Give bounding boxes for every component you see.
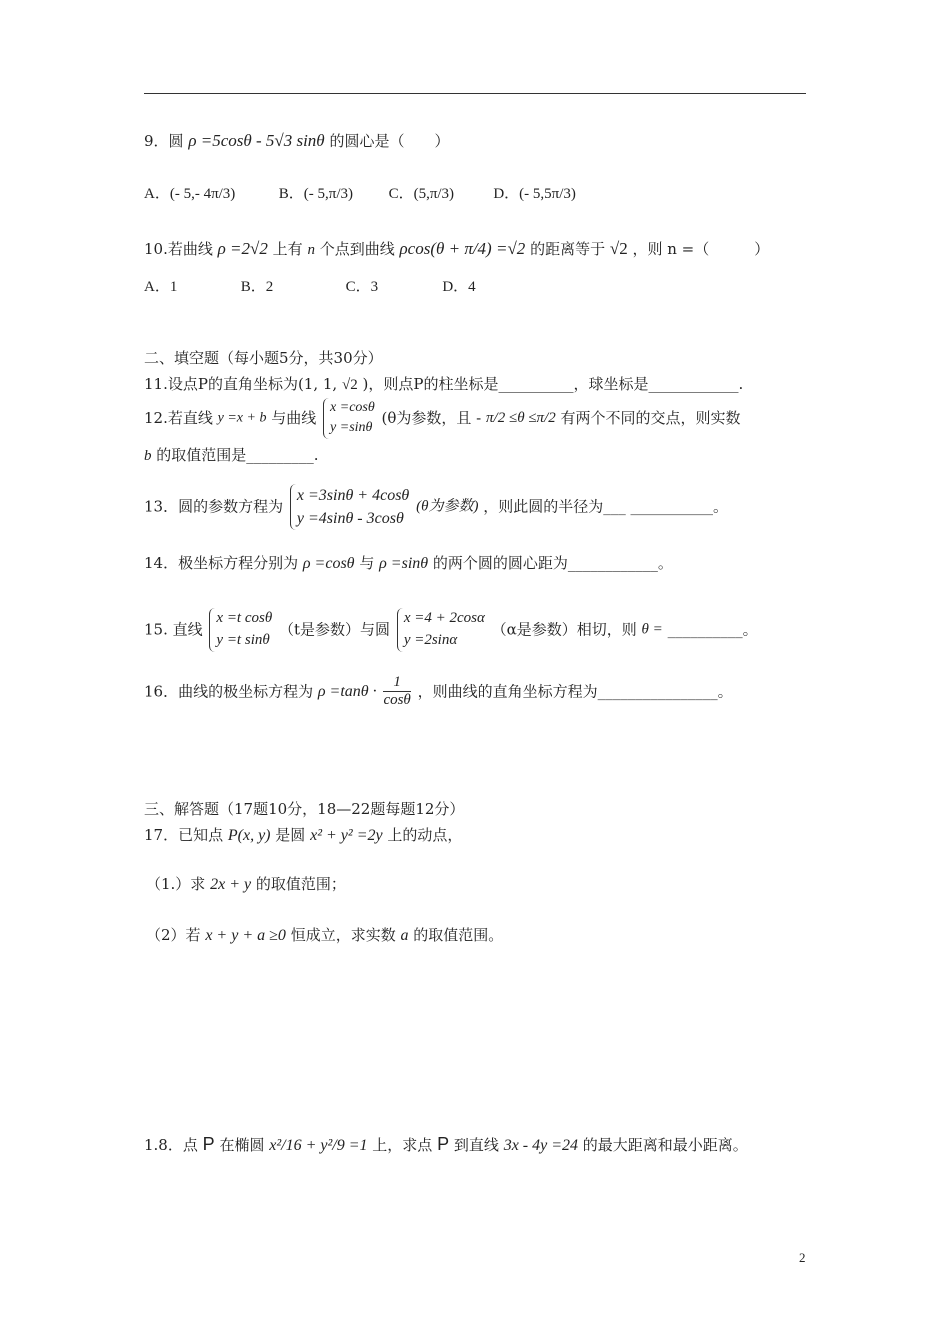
q16-fraction bbox=[383, 674, 410, 710]
q12-sys-y: y =sinθ bbox=[330, 420, 373, 436]
q16-frac-num: 1 bbox=[383, 674, 410, 692]
q9-options bbox=[144, 186, 576, 202]
q17-p2-end: 的取值范围。 bbox=[413, 926, 504, 944]
q17-part-2 bbox=[146, 928, 503, 944]
q17-p1-expr: 2x + y bbox=[210, 876, 252, 893]
q17-p2-var: a bbox=[400, 927, 409, 944]
q9-option-c: C．(5,π/3) bbox=[388, 186, 455, 202]
q12-range: π/2 ≤θ ≤π/2 bbox=[486, 409, 556, 426]
q9-option-d: D．(- 5,5π/3) bbox=[493, 186, 576, 202]
q14-eq1: ρ =cosθ bbox=[302, 555, 355, 572]
question-9 bbox=[144, 132, 449, 149]
q11-sqrt: √2 bbox=[341, 377, 358, 393]
q9-number: 9．圆 bbox=[144, 132, 184, 150]
q10-dist: √2 bbox=[609, 239, 628, 258]
q13-param: (θ为参数) bbox=[416, 498, 479, 515]
q9-expression: ρ =5cosθ - 5√3 sinθ bbox=[188, 131, 325, 150]
q10-options bbox=[144, 279, 476, 295]
q10-start: 10.若曲线 bbox=[144, 240, 213, 258]
q17-mid: 是圆 bbox=[275, 826, 306, 844]
q18-end: 的最大距离和最小距离。 bbox=[582, 1136, 748, 1154]
q14-eq2: ρ =sinθ bbox=[379, 555, 429, 572]
q18-ellipse: x²/16 + y²/9 =1 bbox=[269, 1137, 368, 1154]
q17-p2-expr: x + y + a ≥0 bbox=[205, 927, 286, 944]
q12-sys-x: x =cosθ bbox=[330, 400, 375, 415]
q15-sys1-x: x =t cosθ bbox=[216, 610, 273, 626]
q9-option-a: A．(- 5,- 4π/3) bbox=[144, 186, 236, 202]
q17-p1-end: 的取值范围； bbox=[255, 875, 346, 893]
q17-circle: x² + y² =2y bbox=[310, 827, 383, 844]
q10-option-a: A．1 bbox=[144, 279, 178, 295]
q18-point-2: P bbox=[437, 1134, 450, 1154]
q10-mid2: 个点到曲线 bbox=[319, 240, 395, 258]
q12-line: y =x + b bbox=[217, 410, 267, 426]
q12-system bbox=[323, 398, 375, 439]
question-14 bbox=[144, 556, 673, 572]
q11-start: 11.设点P的直角坐标为(1, 1, bbox=[144, 375, 338, 393]
q9-stem-end: 的圆心是（ ） bbox=[329, 132, 450, 150]
question-15 bbox=[144, 608, 758, 652]
q17-p2-mid: 恒成立，求实数 bbox=[290, 926, 396, 944]
page-number: 2 bbox=[799, 1250, 806, 1265]
q15-sys1-y: y =t sinθ bbox=[216, 631, 270, 648]
q13-end: ，则此圆的半径为___ ___________。 bbox=[483, 497, 728, 516]
q10-mid1: 上有 bbox=[272, 240, 303, 258]
section-2-heading: 二、填空题（每小题5分，共30分） bbox=[144, 349, 383, 367]
q17-p2-start: （2）若 bbox=[146, 926, 201, 944]
q16-frac-den: cosθ bbox=[383, 692, 411, 709]
q13-start: 13．圆的参数方程为 bbox=[144, 497, 284, 516]
q17-start: 17．已知点 bbox=[144, 826, 224, 844]
q10-mid3: 的距离等于 bbox=[530, 240, 606, 258]
q15-sys2-x: x =4 + 2cosα bbox=[403, 610, 485, 626]
question-11 bbox=[144, 377, 743, 393]
q12-start: 12.若直线 bbox=[144, 408, 213, 427]
q16-start: 16．曲线的极坐标方程为 bbox=[144, 682, 314, 701]
q14-mid: 与 bbox=[359, 554, 375, 572]
q17-part-1 bbox=[146, 877, 346, 893]
q15-sys2-y: y =2sinα bbox=[403, 631, 458, 648]
q12-line2-end: 的取值范围是_________. bbox=[156, 446, 319, 464]
q11-end: )，则点P的柱坐标是__________，球坐标是____________. bbox=[362, 375, 744, 393]
question-17 bbox=[144, 828, 462, 844]
q15-line-system bbox=[209, 608, 272, 652]
q15-mid: （t是参数）与圆 bbox=[279, 620, 391, 639]
q12-line2 bbox=[144, 448, 319, 464]
q18-point-1: P bbox=[202, 1134, 215, 1154]
question-13 bbox=[144, 484, 728, 530]
q12-param: (θ为参数，且 - bbox=[381, 408, 482, 427]
q10-end: ，则 n =（ ） bbox=[632, 240, 770, 258]
q15-theta: θ = bbox=[641, 621, 663, 638]
q17-end: 上的动点， bbox=[387, 826, 463, 844]
question-16 bbox=[144, 674, 733, 710]
q10-curve1: ρ =2√2 bbox=[217, 239, 268, 258]
q17-p1-start: （1.）求 bbox=[146, 875, 206, 893]
question-12 bbox=[144, 398, 741, 439]
q15-alpha: （α是参数）相切，则 bbox=[491, 620, 637, 639]
q18-mid3: 到直线 bbox=[453, 1136, 499, 1154]
q16-expr: ρ =tanθ · bbox=[317, 682, 377, 700]
q18-mid2: 上，求点 bbox=[372, 1136, 433, 1154]
q12-b: b bbox=[144, 448, 152, 464]
q14-end: 的两个圆的圆心距为____________。 bbox=[432, 554, 673, 572]
q12-end: 有两个不同的交点，则实数 bbox=[560, 408, 741, 427]
question-18 bbox=[144, 1135, 748, 1154]
q15-start: 15. 直线 bbox=[144, 620, 203, 639]
q17-point: P(x, y) bbox=[227, 827, 271, 844]
q15-circle-system bbox=[397, 608, 485, 652]
q18-line: 3x - 4y =24 bbox=[503, 1137, 579, 1154]
q10-curve2: ρcos(θ + π/4) =√2 bbox=[399, 239, 526, 258]
q10-n: n bbox=[307, 242, 315, 258]
q9-option-b: B．(- 5,π/3) bbox=[278, 186, 354, 202]
q10-option-b: B．2 bbox=[240, 279, 274, 295]
q13-sys-y: y =4sinθ - 3cosθ bbox=[296, 510, 404, 528]
q16-end: ，则曲线的直角坐标方程为________________。 bbox=[417, 682, 733, 701]
q13-sys-x: x =3sinθ + 4cosθ bbox=[296, 487, 410, 504]
q12-mid: 与曲线 bbox=[271, 408, 317, 427]
q18-start: 1.8．点 bbox=[144, 1136, 198, 1154]
q15-end: __________。 bbox=[667, 620, 758, 639]
section-3-heading: 三、解答题（17题10分，18—22题每题12分） bbox=[144, 800, 465, 818]
header-rule bbox=[144, 93, 806, 94]
q14-start: 14．极坐标方程分别为 bbox=[144, 554, 299, 572]
q18-mid1: 在椭圆 bbox=[219, 1136, 265, 1154]
q10-option-c: C．3 bbox=[345, 279, 379, 295]
question-10 bbox=[144, 240, 769, 258]
q13-system bbox=[290, 484, 409, 530]
q10-option-d: D．4 bbox=[442, 279, 476, 295]
